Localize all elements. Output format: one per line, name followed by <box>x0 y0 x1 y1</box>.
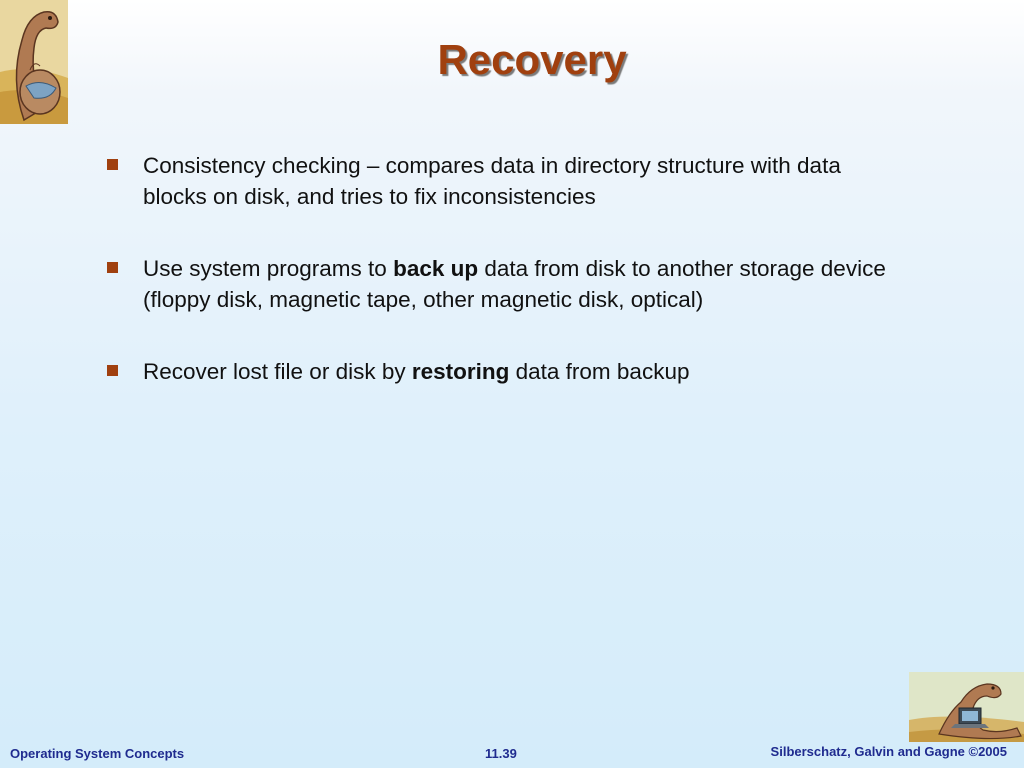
bullet-bold-text: restoring <box>411 359 510 384</box>
square-bullet-icon <box>107 365 118 376</box>
bullet-list <box>105 150 905 428</box>
bullet-text: Consistency checking – compares data in directory structure with data blocks on disk, and tries to fix inconsistencies <box>143 153 841 209</box>
footer-slide-number: 11.39 <box>485 746 517 761</box>
bullet-bold-text: back up <box>393 256 479 281</box>
footer-copyright: Silberschatz, Galvin and Gagne ©2005 <box>770 744 1007 759</box>
square-bullet-icon <box>107 159 118 170</box>
bullet-text: Recover lost file or disk by <box>143 359 412 384</box>
dinosaur-laptop-icon <box>909 672 1024 742</box>
bullet-text: data from backup <box>509 359 690 384</box>
bullet-text: Use system programs to <box>143 256 394 281</box>
bullet-text: data from disk to another storage device (floppy disk, magnetic tape, other magnetic disk, optical) <box>143 256 886 312</box>
square-bullet-icon <box>107 262 118 273</box>
bullet-item <box>105 356 905 387</box>
bullet-item <box>105 253 905 315</box>
footer-book-title: Operating System Concepts <box>10 746 185 761</box>
slide-title: Recovery <box>437 36 627 83</box>
bullet-item <box>105 150 905 212</box>
